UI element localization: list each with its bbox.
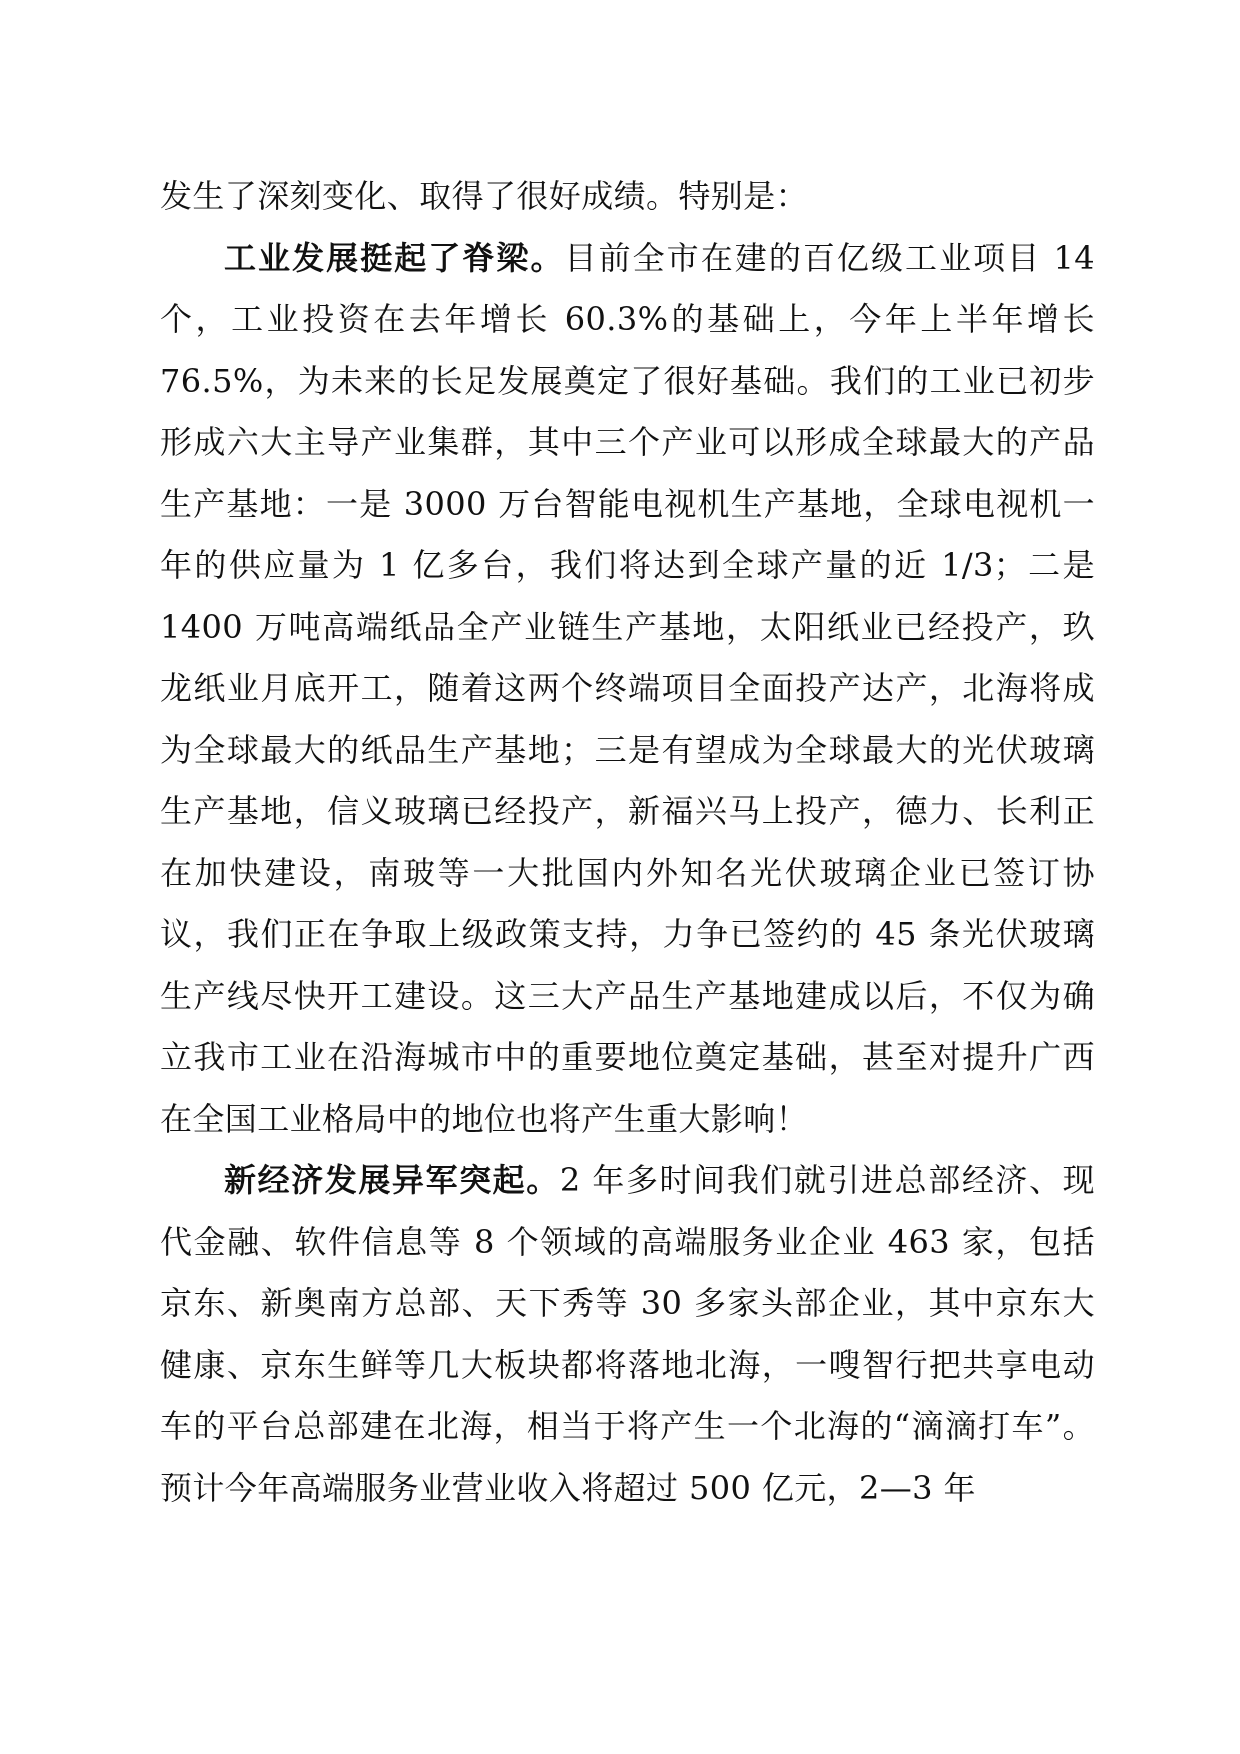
paragraph-lead: 工业发展挺起了脊梁。 — [224, 238, 565, 277]
paragraph-industry — [160, 228, 1095, 1151]
paragraph-text: 目前全市在建的百亿级工业项目 14 个，工业投资在去年增长 60.3%的基础上，今年上半年增长 76.5%，为未来的长足发展奠定了很好基础。我们的工业已初步形成六大主导产业集群，其中三个产业可以形成全球最大的产品生产基地：一是 3000 万台智能电视机生产基地，全球电视机一年的供应量为 1 亿多台，我们将达到全球产量的近 1/3；二是 1400 万吨高端纸品全产业链生产基地，太阳纸业已经投产，玖龙纸业月底开工，随着这两个终端项目全面投产达产，北海将成为全球最大的纸品生产基地；三是有望成为全球最大的光伏玻璃生产基地，信义玻璃已经投产，新福兴马上投产，德力、长利正在加快建设，南玻等一大批国内外知名光伏玻璃企业已签订协议，我们正在争取上级政策支持，力争已签约的 45 条光伏玻璃生产线尽快开工建设。这三大产品生产基地建成以后，不仅为确立我市工业在沿海城市中的重要地位奠定基础，甚至对提升广西在全国工业格局中的地位也将产生重大影响！ — [160, 238, 1095, 1138]
body-text — [160, 166, 1095, 1519]
paragraph-continuation — [160, 166, 1095, 228]
paragraph-text: 2 年多时间我们就引进总部经济、现代金融、软件信息等 8 个领域的高端服务业企业 463 家，包括京东、新奥南方总部、天下秀等 30 多家头部企业，其中京东大健康、京东生鲜等几大板块都将落地北海，一嗖智行把共享电动车的平台总部建在北海，相当于将产生一个北海的“滴滴打车”。预计今年高端服务业营业收入将超过 500 亿元，2—3 年 — [160, 1161, 1095, 1507]
paragraph-text: 发生了深刻变化、取得了很好成绩。特别是： — [160, 177, 809, 215]
paragraph-new-economy — [160, 1150, 1095, 1519]
paragraph-lead: 新经济发展异军突起。 — [224, 1161, 560, 1199]
